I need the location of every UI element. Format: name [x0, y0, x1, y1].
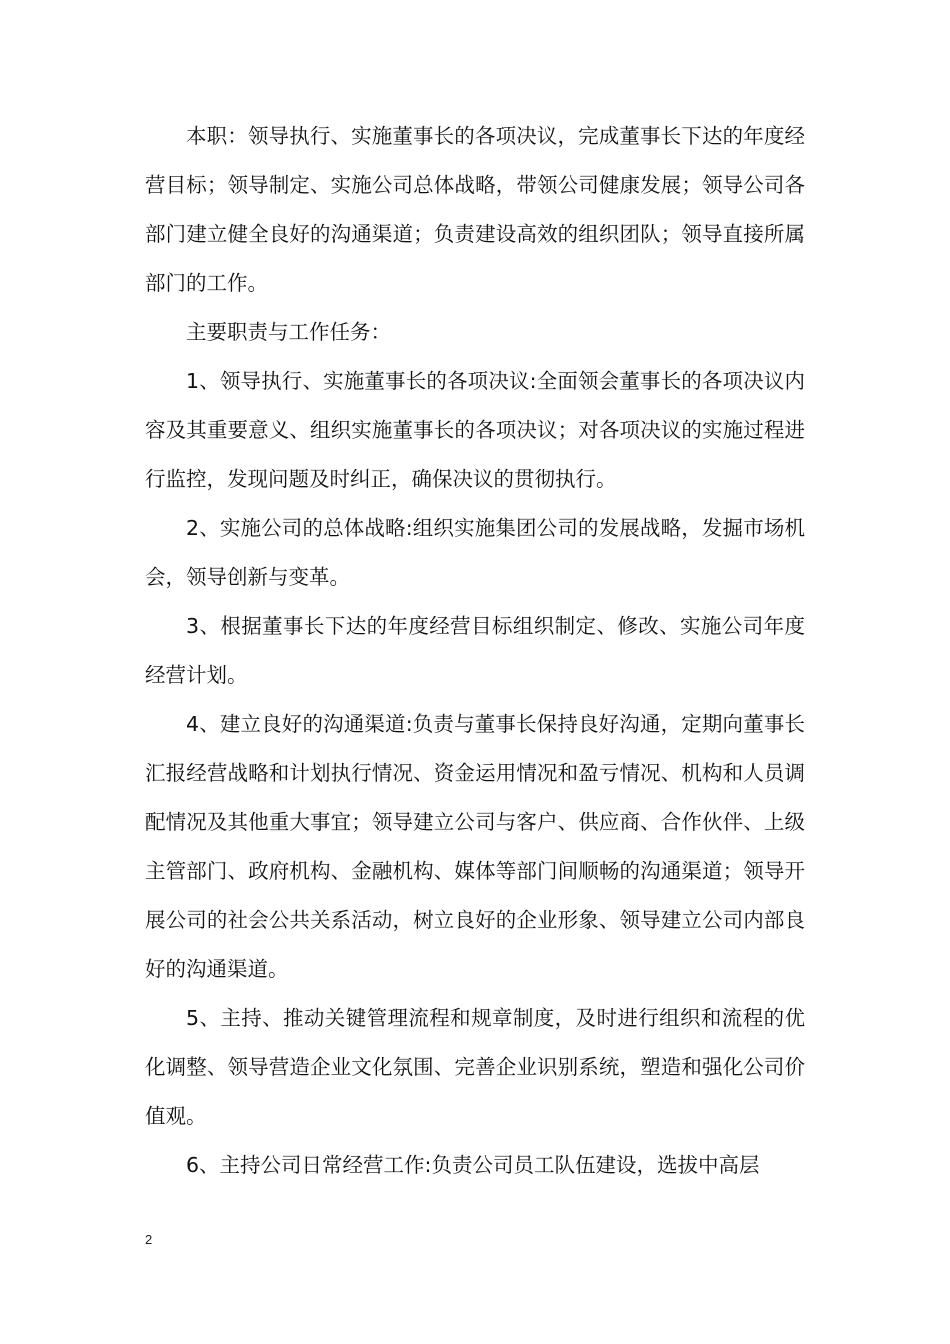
paragraph-duty-1: 1、领导执行、实施董事长的各项决议:全面领会董事长的各项决议内容及其重要意义、组织实施董事长的各项决议；对各项决议的实施过程进行监控，发现问题及时纠正，确保决议的贯彻执行。: [145, 369, 805, 491]
paragraph-duty-3: 3、根据董事长下达的年度经营目标组织制定、修改、实施公司年度经营计划。: [145, 614, 805, 687]
paragraph-duty-2: 2、实施公司的总体战略:组织实施集团公司的发展战略，发掘市场机会，领导创新与变革。: [145, 516, 805, 589]
paragraph-duty-6: 6、主持公司日常经营工作:负责公司员工队伍建设，选拔中高层: [186, 1153, 760, 1177]
document-body: [145, 112, 805, 1190]
paragraph-duty-4: 4、建立良好的沟通渠道:负责与董事长保持良好沟通，定期向董事长汇报经营战略和计划执行情况、资金运用情况和盈亏情况、机构和人员调配情况及其他重大事宜；领导建立公司与客户、供应商、合作伙伴、上级主管部门、政府机构、金融机构、媒体等部门间顺畅的沟通渠道；领导开展公司的社会公共关系活动，树立良好的企业形象、领导建立公司内部良好的沟通渠道。: [145, 712, 805, 981]
page-number: 2: [145, 1232, 153, 1247]
paragraph-duties-heading: 主要职责与工作任务：: [186, 320, 391, 344]
paragraph-job-summary: 本职：领导执行、实施董事长的各项决议，完成董事长下达的年度经营目标；领导制定、实施公司总体战略，带领公司健康发展；领导公司各部门建立健全良好的沟通渠道；负责建设高效的组织团队；领导直接所属部门的工作。: [145, 124, 805, 295]
paragraph-duty-5: 5、主持、推动关键管理流程和规章制度，及时进行组织和流程的优化调整、领导营造企业文化氛围、完善企业识别系统，塑造和强化公司价值观。: [145, 1006, 805, 1128]
